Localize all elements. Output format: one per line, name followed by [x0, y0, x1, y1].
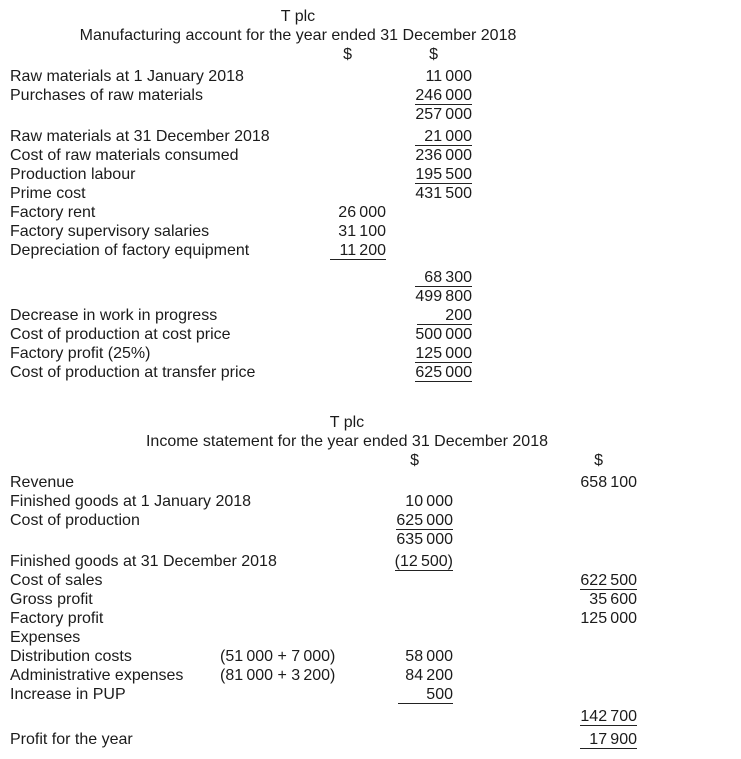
amount-ruled: 625 000 — [396, 512, 453, 529]
row-label: Distribution costs — [10, 648, 132, 665]
row-label: Administrative expenses — [10, 667, 184, 684]
statement-row — [10, 146, 586, 165]
statement-row — [10, 707, 684, 726]
amount-cell — [453, 492, 637, 511]
statement-row — [10, 268, 586, 287]
amount: 11 000 — [425, 68, 472, 85]
currency-header: $ — [410, 452, 419, 469]
statement-row — [10, 647, 684, 666]
row-calculation — [220, 590, 330, 609]
row-calculation — [220, 511, 330, 530]
statement-row — [10, 222, 586, 241]
amount-cell — [453, 473, 637, 492]
amount-cell — [330, 666, 453, 685]
row-calculation — [220, 571, 330, 590]
row-label: Factory profit (25%) — [10, 345, 151, 362]
amount: 257 000 — [415, 106, 472, 123]
amount: 58 000 — [405, 648, 453, 665]
row-calculation: (51 000 + 7 000) — [220, 648, 336, 665]
amount-cell — [386, 67, 472, 86]
row-calculation — [220, 628, 330, 647]
amount-ruled: 21 000 — [415, 129, 472, 146]
statement-row — [10, 473, 684, 492]
amount-cell — [386, 325, 472, 344]
amount-cell — [453, 666, 637, 685]
statement-row — [10, 184, 586, 203]
amount-cell — [386, 146, 472, 165]
statement-row — [10, 666, 684, 685]
spacer-row — [10, 260, 586, 268]
spacer-cell — [10, 260, 472, 268]
row-label: Profit for the year — [10, 731, 133, 748]
row-label: Depreciation of factory equipment — [10, 242, 250, 259]
manufacturing-account-table — [10, 45, 586, 382]
row-label: Factory profit — [10, 610, 104, 627]
statement-row — [10, 241, 586, 260]
amount: 635 000 — [396, 531, 453, 548]
amount-cell — [453, 685, 637, 704]
amount-cell — [310, 222, 386, 241]
row-label: Cost of production at transfer price — [10, 364, 256, 381]
amount-cell — [386, 363, 472, 382]
statement-subtitle: Manufacturing account for the year ended 31 December 2018 — [79, 27, 517, 44]
statement-company-title: T plc — [329, 414, 365, 431]
statement-row — [10, 344, 586, 363]
spacer-cell — [10, 451, 220, 470]
amount-cell — [386, 287, 472, 306]
manufacturing-account-section — [10, 7, 586, 382]
amount-cell — [310, 105, 386, 124]
row-label: Production labour — [10, 166, 136, 183]
amount-cell — [330, 473, 453, 492]
amount: 26 000 — [338, 204, 386, 221]
amount-cell — [453, 511, 637, 530]
row-label: Purchases of raw materials — [10, 87, 203, 104]
statement-row — [10, 552, 684, 571]
row-label: Decrease in work in progress — [10, 307, 218, 324]
row-label — [10, 707, 220, 726]
statement-row — [10, 165, 586, 184]
statement-row — [10, 628, 684, 647]
amount-cell — [310, 127, 386, 146]
amount-cell — [453, 571, 637, 590]
amount-cell — [330, 707, 453, 726]
amount-cell — [330, 685, 453, 704]
amount-cell — [453, 628, 637, 647]
statement-row — [10, 325, 586, 344]
statement-row — [10, 530, 684, 549]
amount-ruled: 195 500 — [415, 166, 472, 183]
amount-cell — [386, 268, 472, 287]
amount-cell — [453, 730, 637, 749]
amount-cell — [386, 241, 472, 260]
amount-cell — [330, 730, 453, 749]
row-label: Cost of production at cost price — [10, 326, 231, 343]
amount: 84 200 — [405, 667, 453, 684]
row-calculation — [220, 530, 330, 549]
amount-ruled: 125 000 — [415, 345, 472, 362]
statement-company-title: T plc — [280, 8, 316, 25]
row-calculation — [220, 685, 330, 704]
row-label: Raw materials at 31 December 2018 — [10, 128, 270, 145]
column-header-row — [10, 451, 684, 470]
row-label: Factory rent — [10, 204, 96, 221]
row-label: Factory supervisory salaries — [10, 223, 210, 240]
amount-cell — [453, 590, 637, 609]
amount-cell — [330, 590, 453, 609]
amount-cell — [310, 363, 386, 382]
row-calculation — [220, 473, 330, 492]
row-label — [10, 287, 310, 306]
row-label: Finished goods at 1 January 2018 — [10, 493, 252, 510]
amount-cell — [310, 241, 386, 260]
amount-cell — [386, 165, 472, 184]
statement-row — [10, 492, 684, 511]
amount-ruled: 11 200 — [330, 243, 386, 260]
amount-cell — [330, 647, 453, 666]
statement-row — [10, 730, 684, 749]
row-label: Revenue — [10, 474, 75, 491]
amount-cell — [386, 203, 472, 222]
row-label: Cost of raw materials consumed — [10, 147, 239, 164]
income-statement-table — [10, 451, 684, 749]
statement-row — [10, 203, 586, 222]
amount: 125 000 — [580, 610, 637, 627]
statement-row — [10, 609, 684, 628]
row-calculation — [220, 609, 330, 628]
amount-ruled: 622 500 — [580, 572, 637, 589]
amount-cell — [386, 127, 472, 146]
amount-cell — [310, 306, 386, 325]
amount-cell — [310, 184, 386, 203]
amount-ruled: 500 — [398, 687, 453, 704]
amount-cell — [310, 287, 386, 306]
currency-header: $ — [429, 46, 438, 63]
statement-row — [10, 287, 586, 306]
row-label: Cost of production — [10, 512, 140, 529]
spacer-cell — [220, 451, 330, 470]
amount-cell — [330, 571, 453, 590]
amount: 658 100 — [580, 474, 637, 491]
amount-cell — [310, 268, 386, 287]
row-label: Raw materials at 1 January 2018 — [10, 68, 244, 85]
amount-ruled: 68 300 — [415, 270, 472, 287]
amount: 236 000 — [415, 147, 472, 164]
amount-cell — [453, 647, 637, 666]
currency-header: $ — [343, 46, 352, 63]
row-label — [10, 530, 220, 549]
row-label: Gross profit — [10, 591, 93, 608]
statement-row — [10, 127, 586, 146]
amount-cell — [310, 165, 386, 184]
amount-ruled: 17 900 — [580, 732, 637, 749]
amount-ruled: 246 000 — [415, 87, 472, 104]
income-statement-section — [10, 413, 684, 749]
row-label: Finished goods at 31 December 2018 — [10, 553, 277, 570]
row-calculation — [220, 707, 330, 726]
amount-ruled: 142 700 — [580, 708, 637, 725]
amount-ruled: (12 500) — [394, 553, 453, 570]
spacer-cell — [10, 45, 310, 64]
amount-cell — [453, 707, 637, 726]
row-label: Increase in PUP — [10, 686, 126, 703]
statement-row — [10, 306, 586, 325]
amount: 431 500 — [415, 185, 472, 202]
amount: 35 600 — [589, 591, 637, 608]
amount-cell — [386, 306, 472, 325]
amount-cell — [330, 492, 453, 511]
amount-cell — [330, 628, 453, 647]
statement-row — [10, 511, 684, 530]
amount-cell — [310, 325, 386, 344]
row-label: Cost of sales — [10, 572, 103, 589]
statement-row — [10, 685, 684, 704]
column-header-row — [10, 45, 586, 64]
amount-cell — [386, 86, 472, 105]
amount-cell — [310, 67, 386, 86]
amount: 31 100 — [338, 223, 386, 240]
amount-cell — [330, 552, 453, 571]
row-calculation — [220, 730, 330, 749]
amount-ruled: 200 — [417, 308, 472, 325]
row-label — [10, 268, 310, 287]
amount-cell — [386, 105, 472, 124]
row-calculation: (81 000 + 3 200) — [220, 667, 336, 684]
amount-cell — [310, 86, 386, 105]
amount: 499 800 — [415, 288, 472, 305]
statement-row — [10, 86, 586, 105]
amount-cell — [453, 609, 637, 628]
amount-cell — [386, 184, 472, 203]
statement-row — [10, 67, 586, 86]
statement-row — [10, 571, 684, 590]
amount-cell — [310, 203, 386, 222]
amount: 500 000 — [415, 326, 472, 343]
amount-ruled: 625 000 — [415, 364, 472, 381]
amount: 10 000 — [405, 493, 453, 510]
amount-cell — [386, 222, 472, 241]
statement-row — [10, 105, 586, 124]
amount-cell — [310, 344, 386, 363]
amount-cell — [386, 344, 472, 363]
amount-cell — [330, 530, 453, 549]
row-label: Prime cost — [10, 185, 86, 202]
row-label: Expenses — [10, 629, 81, 646]
statement-row — [10, 363, 586, 382]
amount-cell — [453, 552, 637, 571]
amount-cell — [453, 530, 637, 549]
statement-subtitle: Income statement for the year ended 31 December 2018 — [145, 433, 548, 450]
statement-row — [10, 590, 684, 609]
currency-header: $ — [594, 452, 603, 469]
amount-cell — [310, 146, 386, 165]
row-label — [10, 105, 310, 124]
amount-cell — [330, 511, 453, 530]
amount-cell — [330, 609, 453, 628]
